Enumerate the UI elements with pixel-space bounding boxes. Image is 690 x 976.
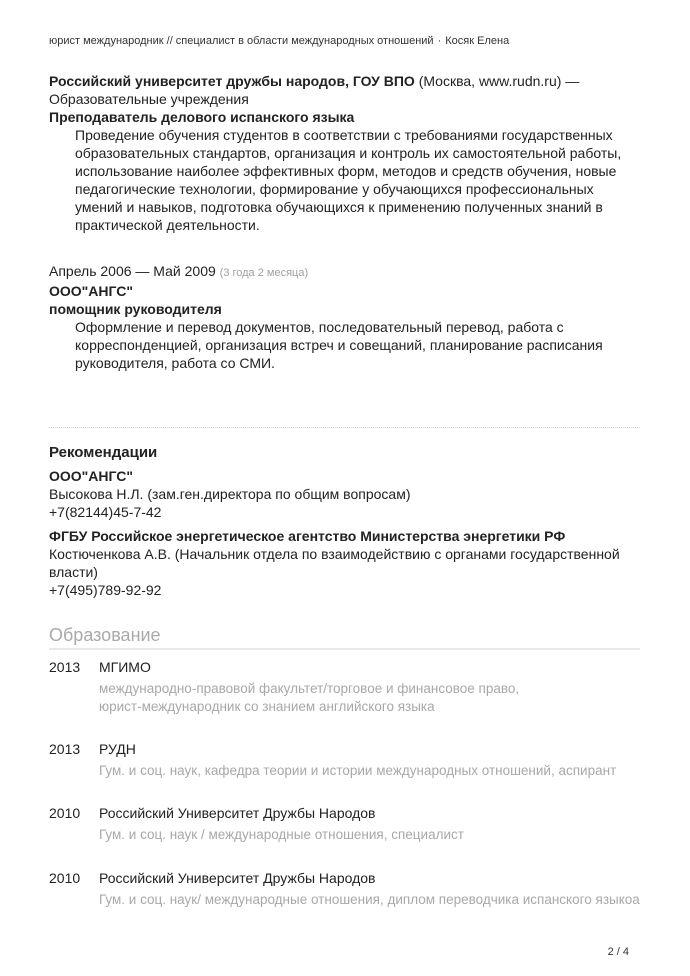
recommendation-person: Высокова Н.Л. (зам.ген.директора по общим вопросам) bbox=[49, 486, 411, 502]
recommendations-section bbox=[49, 443, 644, 599]
education-year: 2013 bbox=[49, 741, 81, 757]
recommendation-org: ФГБУ Российское энергетическое агентство Министерства энергетики РФ bbox=[49, 528, 566, 544]
education-description-line: Гум. и соц. наук, кафедра теории и истории международных отношений, аспирант bbox=[99, 763, 617, 778]
job-position: Преподаватель делового испанского языка bbox=[49, 109, 355, 125]
company-name: Российский университет дружбы народов, ГОУ ВПО bbox=[49, 73, 415, 89]
job-description-line: использование наиболее эффективных форм, методов и средств обучения, новые bbox=[75, 163, 617, 179]
education-description-line: международно-правовой факультет/торговое и финансовое право, bbox=[99, 681, 520, 696]
page-number: 2 / 4 bbox=[607, 946, 629, 958]
education-description bbox=[99, 891, 649, 909]
education-year: 2010 bbox=[49, 870, 81, 886]
header-separator: · bbox=[437, 35, 442, 47]
education-rule bbox=[49, 648, 640, 650]
education-description-line: Гум. и соц. наук / международные отношения, специалист bbox=[99, 827, 464, 842]
job-description-line: Оформление и перевод документов, последовательный перевод, работа с bbox=[75, 319, 564, 335]
job-description-line: образовательных стандартов, организация и контроль их самостоятельной работы, bbox=[75, 145, 622, 161]
running-header bbox=[49, 35, 509, 47]
header-title: юрист международник // специалист в области международных отношений bbox=[49, 35, 434, 47]
job-description bbox=[49, 126, 644, 234]
education-description-line: Гум. и соц. наук/ международные отношения, диплом переводчика испанского языкоа bbox=[99, 892, 640, 907]
recommendation-phone: +7(82144)45-7-42 bbox=[49, 504, 162, 520]
job-description-line: педагогические технологии, формирование у обучающихся профессиональных bbox=[75, 181, 594, 197]
education-institution: РУДН bbox=[99, 741, 136, 757]
recommendation-person: Костюченкова А.В. (Начальник отдела по взаимодействию с органами государственной bbox=[49, 546, 620, 562]
education-institution: Российский Университет Дружбы Народов bbox=[99, 870, 376, 886]
recommendation-person: власти) bbox=[49, 564, 98, 580]
job-description-line: корреспонденцией, организация встреч и совещаний, планирование расписания bbox=[75, 337, 603, 353]
job-description-line: Проведение обучения студентов в соответствии с требованиями государственных bbox=[75, 127, 613, 143]
company-meta: (Москва, www.rudn.ru) — bbox=[414, 73, 580, 89]
recommendation-phone: +7(495)789-92-92 bbox=[49, 582, 162, 598]
job-description-line: руководителя, работа со СМИ. bbox=[75, 355, 275, 371]
education-institution: Российский Университет Дружбы Народов bbox=[99, 805, 376, 821]
company-name: ООО"АНГС" bbox=[49, 283, 134, 299]
education-year: 2010 bbox=[49, 805, 81, 821]
education-description-line: юрист-международник со знанием английского языка bbox=[99, 699, 435, 714]
education-heading: Образование bbox=[49, 625, 161, 645]
job-description-line: умений и навыков, подготовка обучающихся к применению полученных знаний в bbox=[75, 199, 603, 215]
job-duration: (3 года 2 месяца) bbox=[219, 267, 309, 279]
education-description bbox=[99, 826, 649, 844]
section-divider bbox=[49, 427, 640, 428]
education-institution: МГИМО bbox=[99, 659, 151, 675]
company-industry: Образовательные учреждения bbox=[49, 91, 249, 107]
recommendation-item bbox=[49, 467, 644, 521]
education-description bbox=[99, 680, 649, 716]
education-description bbox=[99, 762, 649, 780]
education-year: 2013 bbox=[49, 659, 81, 675]
header-name: Косяк Елена bbox=[445, 35, 510, 47]
job-period: Апрель 2006 — Май 2009 bbox=[49, 263, 216, 279]
job-description bbox=[49, 318, 644, 372]
recommendation-item bbox=[49, 527, 644, 599]
experience-item-rudn bbox=[49, 72, 644, 234]
job-position: помощник руководителя bbox=[49, 301, 222, 317]
recommendations-heading: Рекомендации bbox=[49, 444, 158, 461]
experience-item-angs bbox=[49, 262, 644, 372]
job-description-line: практической деятельности. bbox=[75, 217, 260, 233]
recommendation-org: ООО"АНГС" bbox=[49, 468, 134, 484]
